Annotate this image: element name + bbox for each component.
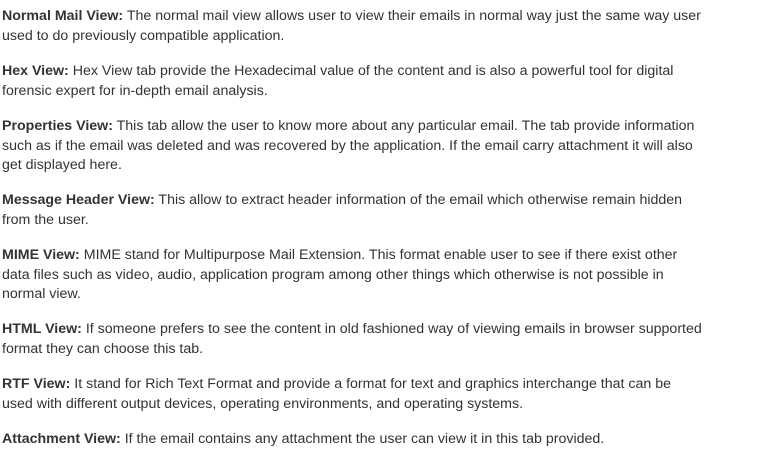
section-term: Message Header View: (2, 192, 155, 208)
section-description: It stand for Rich Text Format and provide a format for text and graphics interchange that can be used with different output devices, operating environments, and operating systems. (2, 376, 671, 412)
section-term: HTML View: (2, 321, 82, 337)
section-description: If someone prefers to see the content in old fashioned way of viewing emails in browser supported format they can choose this tab. (2, 321, 702, 357)
section-description: If the email contains any attachment the user can view it in this tab provided. (124, 431, 605, 447)
section-term: Normal Mail View: (2, 8, 124, 24)
section-description: The normal mail view allows user to view their emails in normal way just the same way user used to do previously compatible application. (2, 8, 701, 44)
section-mime-view (2, 246, 702, 305)
section-hex-view (2, 62, 702, 101)
section-rtf-view (2, 375, 702, 414)
section-term: Attachment View: (2, 431, 121, 447)
section-term: Properties View: (2, 118, 113, 134)
section-description: Hex View tab provide the Hexadecimal value of the content and is also a powerful tool for digital forensic expert for in-depth email analysis. (2, 63, 674, 99)
section-term: Hex View: (2, 63, 69, 79)
section-properties-view (2, 117, 702, 176)
section-description: This allow to extract header information of the email which otherwise remain hidden from the user. (2, 192, 683, 228)
section-attachment-view (2, 430, 702, 450)
section-term: RTF View: (2, 376, 71, 392)
section-normal-mail-view (2, 7, 702, 46)
section-message-header-view (2, 191, 702, 230)
section-description: This tab allow the user to know more about any particular email. The tab provide information such as if the email was deleted and was recovered by the application. If the email carry attachment it will also get displayed here. (2, 118, 695, 173)
section-description: MIME stand for Multipurpose Mail Extension. This format enable user to see if there exist other data files such as video, audio, application program among other things which otherwise is not possible in normal view. (2, 247, 678, 302)
section-term: MIME View: (2, 247, 80, 263)
section-html-view (2, 320, 702, 359)
